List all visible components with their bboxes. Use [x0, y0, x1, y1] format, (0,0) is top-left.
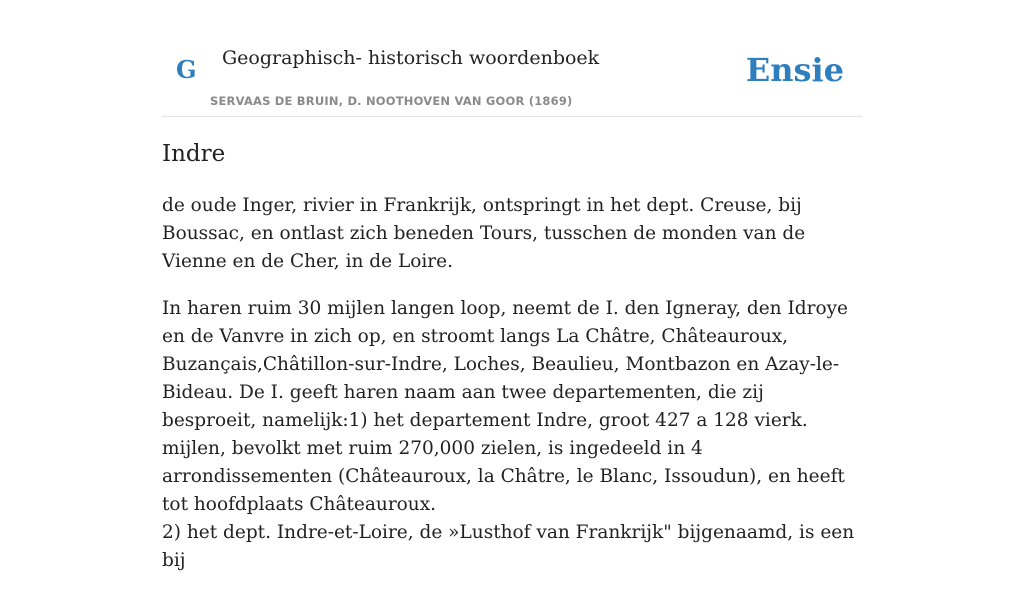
entry-paragraph: de oude Inger, rivier in Frankrijk, ontspringt in het dept. Creuse, bij Boussac, en ontlast zich beneden Tours, tusschen de monden van de Vienne en de Cher, in de Loire. — [162, 195, 806, 272]
brand-logo[interactable]: Ensie — [745, 51, 844, 89]
entry-paragraph: 2) het dept. Indre-et-Loire, de »Lusthof van Frankrijk" bijgenaamd, is een bij — [162, 522, 855, 571]
book-title[interactable]: Geographisch- historisch woordenboek — [222, 47, 600, 69]
entry-body — [162, 192, 862, 594]
page-header — [162, 0, 862, 117]
entry-paragraph: In haren ruim 30 mijlen langen loop, neemt de I. den Igneray, den Idroye en de Vanvre in zich op, en stroomt langs La Châtre, Châteauroux, Buzançais,Châtillon-sur-Indre, Loches, Beaulieu, Montbazon en Azay-le-Bideau. De I. geeft haren naam aan twee departementen, die zij besproeit, namelijk:1) het departement Indre, groot 427 a 128 vierk. mijlen, bevolkt met ruim 270,000 zielen, is ingedeeld in 4 arrondissementen (Châteauroux, la Châtre, le Blanc, Issoudun), en heeft tot hoofdplaats Châteauroux. — [162, 298, 849, 515]
page — [162, 0, 862, 571]
entry-title: Indre — [162, 141, 226, 167]
book-author: SERVAAS DE BRUIN, D. NOOTHOVEN VAN GOOR (1869) — [210, 94, 573, 108]
book-logo-icon[interactable]: G — [176, 55, 197, 84]
